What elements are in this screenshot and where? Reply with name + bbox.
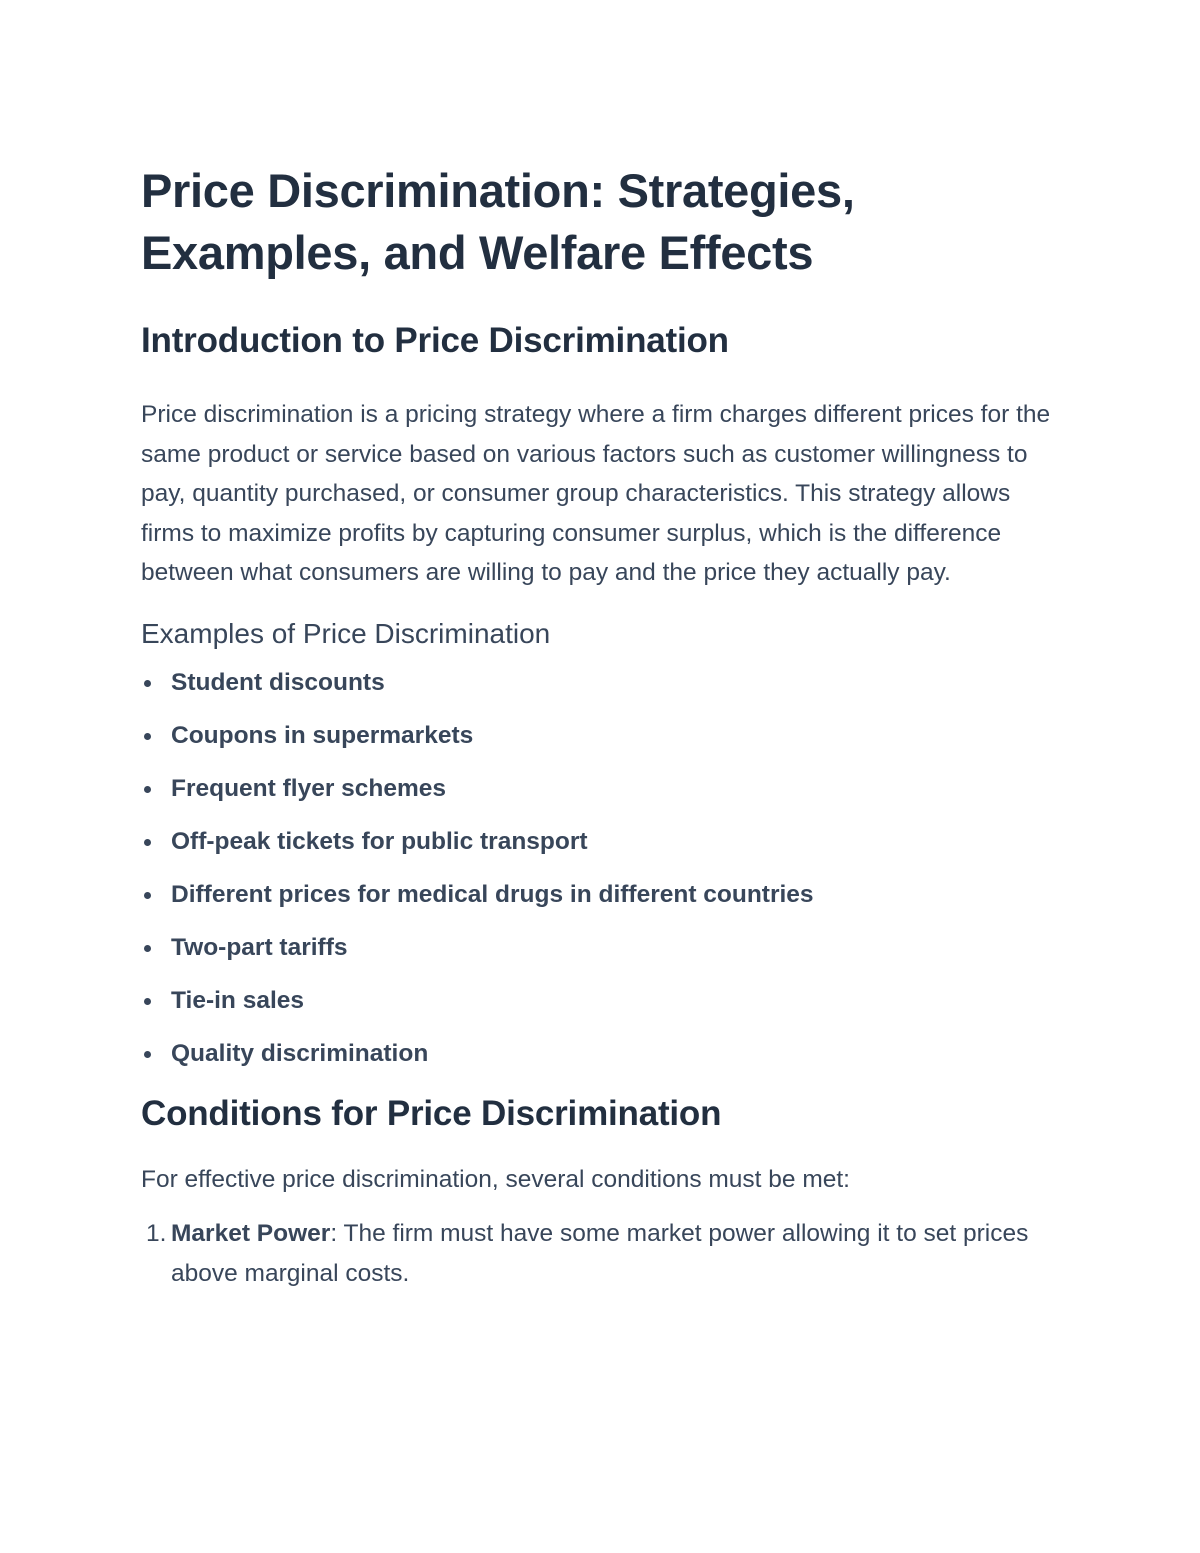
bullet-icon [144,998,151,1005]
intro-heading: Introduction to Price Discrimination [141,321,729,360]
list-item-label: Quality discrimination [171,1039,429,1067]
condition-text: : The firm must have some market power allowing it to set prices above marginal costs. [171,1219,1029,1287]
list-item [141,880,1061,910]
conditions-heading: Conditions for Price Discrimination [141,1093,722,1133]
examples-list [141,668,1061,1069]
bullet-icon [144,786,151,793]
list-item-label: Tie-in sales [171,986,305,1014]
list-item-label: Student discounts [171,668,385,696]
list-item [141,933,1061,963]
list-item [141,1039,1061,1069]
list-item-label: Frequent flyer schemes [171,774,447,802]
list-item-label: Two-part tariffs [171,933,348,961]
conditions-intro: For effective price discrimination, several conditions must be met: [141,1165,850,1193]
list-item-label: Off-peak tickets for public transport [171,827,588,855]
list-item [141,721,1061,751]
list-item [141,774,1061,804]
list-item [141,827,1061,857]
list-item-label: Different prices for medical drugs in different countries [171,880,814,908]
document-title: Price Discrimination: Strategies, Examples, and Welfare Effects [141,164,855,279]
bullet-icon [144,680,151,687]
document-page [141,160,1061,1294]
bullet-icon [144,839,151,846]
bullet-icon [144,1051,151,1058]
list-item [141,668,1061,698]
condition-term: Market Power [171,1219,331,1247]
bullet-icon [144,892,151,899]
bullet-icon [144,945,151,952]
list-item [141,1214,1061,1294]
intro-paragraph: Price discrimination is a pricing strategy where a firm charges different prices for the same product or service based on various factors such as customer willingness to pay, quantity purchased, or consumer group characteristics. This strategy allows firms to maximize profits by capturing consumer surplus, which is the difference between what consumers are willing to pay and the price they actually pay. [141,401,1051,587]
bullet-icon [144,733,151,740]
examples-heading: Examples of Price Discrimination [141,617,551,649]
conditions-list [141,1214,1061,1294]
list-item-label: Coupons in supermarkets [171,721,474,749]
list-item-number: 1. [146,1219,167,1247]
list-item [141,986,1061,1016]
